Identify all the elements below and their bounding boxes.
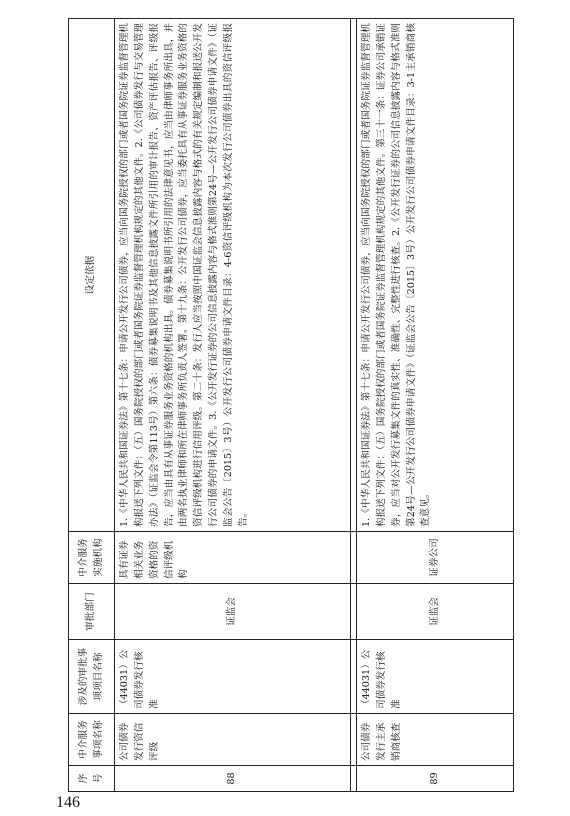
header-department: 审批部门 [69,584,115,640]
row-basis: 1.《中华人民共和国证券法》第十七条：申请公开发行公司债券，应当向国务院授权的部门或者国务院证券监督管理机构报送下列文件：（五）国务院授权的部门或者国务院证券监督管理机构规定的其他文件。2.《公司债券发行与交易管理办法》（证监会令第113号）第六条：债券募集说明书及其他信息披露文件所引用的审计报告、资产评估报告、评级报告，应当由具有从事证券服务业务资格的机构出具。债券募集说明书所引用的法律意见书，应当由律师事务所出具，并由两名执业律师和所在律师事务所负责人签署。第十九条：公开发行公司债券，应当委托具有从事证券服务业务资格的资信评级机构进行信用评级。第二十条：发行人应当按照中国证监会信息披露内容与格式的有关规定编制和报送公开发行公司债券的申请文件。3.《公开发行证券的公司信息披露内容与格式准则第24号—公开发行公司债券申请文件》（证监会公告〔2015〕3号）公开发行公司债券申请文件目录：4-6资信评级机构为本次发行公司债券出具的资信评级报告。 [115,19,351,532]
rotated-table-container [68,19,513,792]
approval-table [68,18,514,792]
row-agency: 具有证券相关业务资格的资信评级机构 [115,532,351,584]
row-service: 公司债券发行主承销商核查 [357,714,514,766]
page-number: 146 [56,794,80,811]
table-row [357,19,514,792]
header-no: 序号 [69,766,115,792]
row-agency: 证券公司 [357,532,514,584]
row-approval-item: （44031）公司债券发行核准 [357,640,514,714]
row-service: 公司债券发行资信评级 [115,714,351,766]
row-department: 证监会 [115,584,351,640]
table-row [115,19,351,792]
header-approval-item: 涉及的审批事项项目名称 [69,640,115,714]
header-basis: 设定依据 [69,19,115,532]
table-header-row [69,19,115,792]
row-basis: 1.《中华人民共和国证券法》第十七条：申请公开发行公司债券，应当向国务院授权的部门或者国务院证券监督管理机构报送下列文件：（五）国务院授权的部门或者国务院证券监督管理机构规定的其他文件。第三十一条：证券公司承销证券，应当对公开发行募集文件的真实性、准确性、完整性进行核查。2.《公开发行证券的公司信息披露内容与格式准则第24号—公开发行公司债券申请文件》（证监会公告〔2015〕3号）公开发行公司债券申请文件目录：3-1主承销商核查意见。 [357,19,514,532]
header-service: 中介服务事项名称 [69,714,115,766]
row-approval-item: （44031）公司债券发行核准 [115,640,351,714]
row-no: 89 [357,766,514,792]
row-department: 证监会 [357,584,514,640]
header-agency: 中介服务实施机构 [69,532,115,584]
row-no: 88 [115,766,351,792]
